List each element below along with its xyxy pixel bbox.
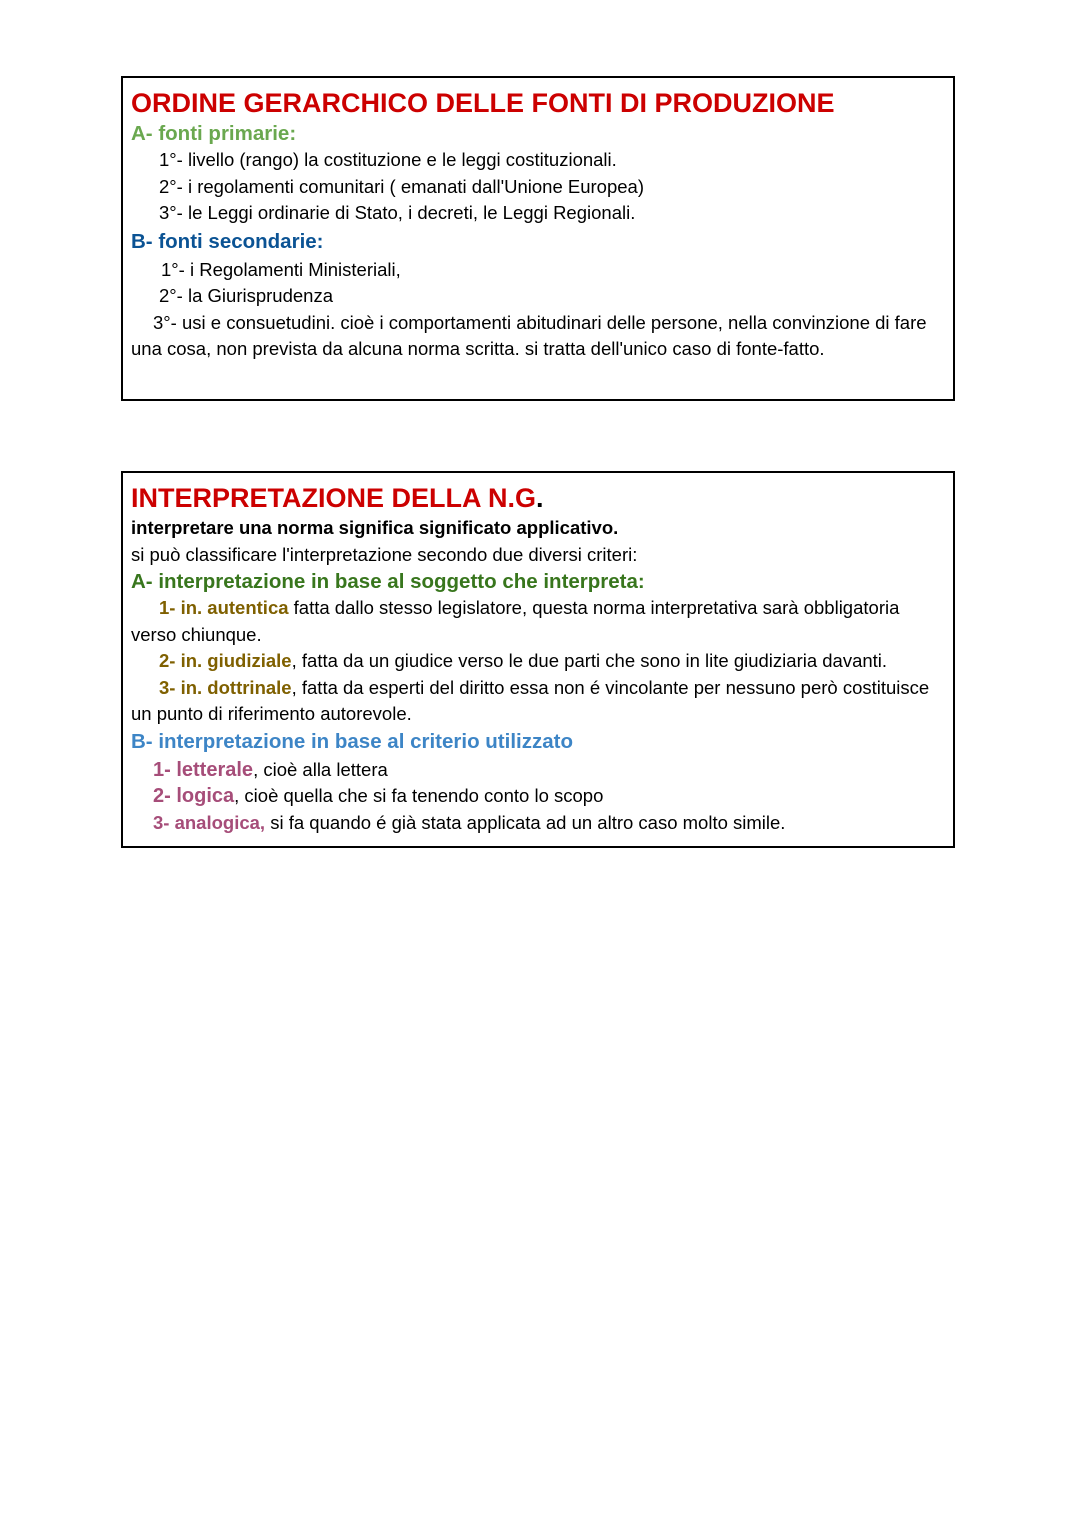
item-a-text: , fatta da un giudice verso le due parti che sono in lite giudiziaria davanti. [291,650,888,671]
secondarie-item: 3°- usi e consuetudini. cioè i comportamenti abitudinari delle persone, nella convinzione di fare una cosa, non prevista da alcuna norma scritta. si tratta dell'unico caso di fonte-fatto. [131,311,927,359]
item-b-text: si fa quando é già stata applicata ad un altro caso molto simile. [265,811,786,833]
fonti-box [121,76,955,401]
item-b-label: 3- analogica, [153,811,266,833]
item-a-text: fatta dallo stesso legislatore, questa norma interpretativa sarà obbligatoria verso chiunque. [131,597,900,645]
fonti-title: ORDINE GERARCHICO DELLE FONTI DI PRODUZIONE [131,88,835,118]
primarie-item: 1°- livello (rango) la costituzione e le leggi costituzionali. [159,149,617,170]
item-a-label: 1- in. autentica [159,597,289,618]
item-b [131,783,945,810]
item-a-label: 3- in. dottrinale [159,676,292,698]
secondarie-item: 1°- i Regolamenti Ministeriali, [161,258,401,280]
item-b-label: 2- logica [153,785,235,807]
secondarie-heading: B- fonti secondarie: [131,229,324,253]
intro-text: si può classificare l'interpretazione secondo due diversi criteri: [131,543,638,565]
item-a [131,595,945,648]
primarie-item: 3°- le Leggi ordinarie di Stato, i decreti, le Leggi Regionali. [159,202,636,223]
title-dot: . [536,483,544,513]
item-b-text: , cioè quella che si fa tenendo conto lo scopo [234,785,604,806]
primarie-item: 2°- i regolamenti comunitari ( emanati dall'Unione Europea) [159,175,644,197]
heading-a: A- interpretazione in base al soggetto che interpreta: [131,570,645,593]
item-b-label: 1- letterale [153,758,254,781]
item-a-text: , fatta da esperti del diritto essa non é vincolante per nessuno però costituisce un punto di riferimento autorevole. [131,676,930,724]
primarie-heading: A- fonti primarie: [131,122,297,145]
heading-b: B- interpretazione in base al criterio utilizzato [131,729,573,753]
item-a [131,648,945,675]
intro-bold: interpretare una norma significa significato applicativo. [131,517,619,538]
item-b-text: , cioè alla lettera [253,758,388,780]
interpretazione-title [131,481,945,515]
secondarie-item: 2°- la Giurisprudenza [159,285,333,306]
item-a-label: 2- in. giudiziale [159,650,292,671]
interpretazione-title-text: INTERPRETAZIONE DELLA N.G [131,483,536,513]
item-b [131,757,945,784]
interpretazione-box [121,471,955,848]
item-b [131,810,945,837]
item-a [131,675,945,728]
